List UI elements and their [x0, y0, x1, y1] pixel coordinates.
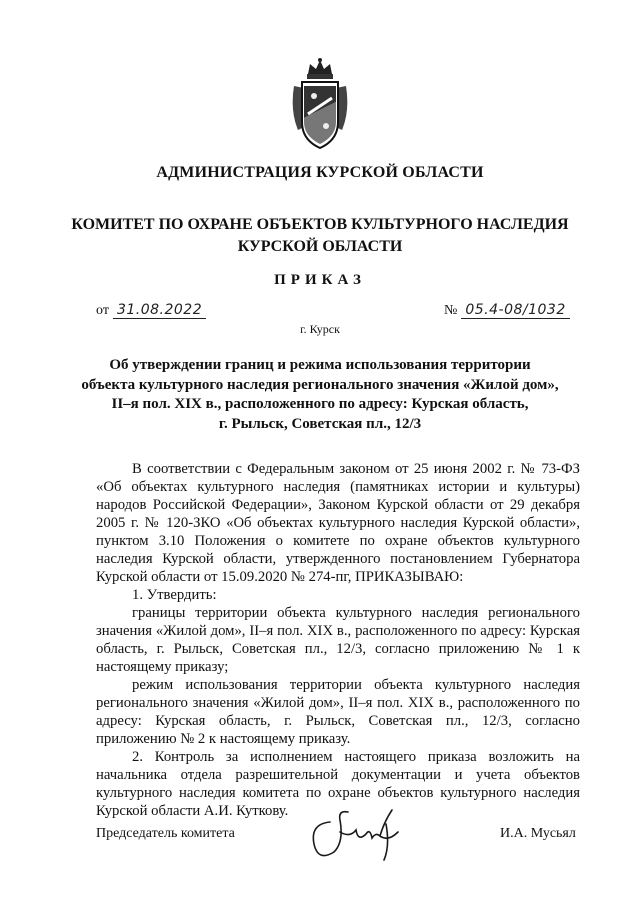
- order-title-line: объекта культурного наследия регионального значения «Жилой дом»,: [81, 376, 559, 393]
- date-value: 31.08.2022: [113, 302, 206, 319]
- city: г. Курск: [300, 322, 340, 336]
- number-field: [444, 302, 570, 319]
- signatory-name: И.А. Мусьял: [500, 826, 576, 841]
- body-paragraph: 1. Утвердить:: [132, 587, 217, 603]
- body-paragraph: границы территории объекта культурного наследия регионального значения «Жилой дом», II–я пол. XIX в., расположенного по адресу: Курская область, г. Рыльск, Советская пл., 12/3, согласно приложению № 1 к настоящему приказу;: [96, 605, 580, 675]
- body-paragraph: 2. Контроль за исполнением настоящего приказа возложить на начальника отдела разрешительной документации и учета объектов культурного наследия комитета по охране объектов культурного наследия Курской области А.И. Куткову.: [96, 749, 580, 819]
- handwritten-signature: [300, 802, 410, 868]
- signatory-position: Председатель комитета: [96, 826, 235, 841]
- body-paragraph: режим использования территории объекта культурного наследия регионального значения «Жилой дом», II–я пол. XIX в., расположенного по адресу: Курская область, г. Рыльск, Советская пл., 12/3, согласно приложению № 2 к настоящему приказу.: [96, 677, 580, 747]
- order-title: [0, 356, 640, 434]
- committee-heading: [0, 214, 640, 258]
- order-title-line: г. Рыльск, Советская пл., 12/3: [218, 415, 422, 432]
- committee-heading-line2: КУРСКОЙ ОБЛАСТИ: [237, 238, 403, 255]
- administration-heading: АДМИНИСТРАЦИЯ КУРСКОЙ ОБЛАСТИ: [156, 164, 484, 181]
- number-prefix: №: [444, 303, 458, 318]
- document-type: ПРИКАЗ: [274, 272, 366, 288]
- order-body: [96, 460, 580, 820]
- coat-of-arms-emblem: [288, 56, 352, 156]
- body-paragraph: В соответствии с Федеральным законом от 25 июня 2002 г. № 73-ФЗ «Об объектах культурного наследия (памятниках истории и культуры) народов Российской Федерации», Законом Курской области от 29 декабря 2005 г. № 120-ЗКО «Об объектах культурного наследия Курской области», пунктом 3.10 Положения о комитете по охране объектов культурного наследия Курской области, утвержденного постановлением Губернатора Курской области от 15.09.2020 № 274-пг, ПРИКАЗЫВАЮ:: [96, 461, 580, 585]
- date-prefix: от: [96, 303, 109, 318]
- order-title-line: Об утверждении границ и режима использования территории: [109, 357, 531, 373]
- committee-heading-line1: КОМИТЕТ ПО ОХРАНЕ ОБЪЕКТОВ КУЛЬТУРНОГО НАСЛЕДИЯ: [71, 216, 569, 233]
- order-title-line: II–я пол. XIX в., расположенного по адресу: Курская область,: [111, 396, 529, 412]
- number-value: 05.4-08/1032: [461, 302, 569, 319]
- date-field: [96, 302, 206, 319]
